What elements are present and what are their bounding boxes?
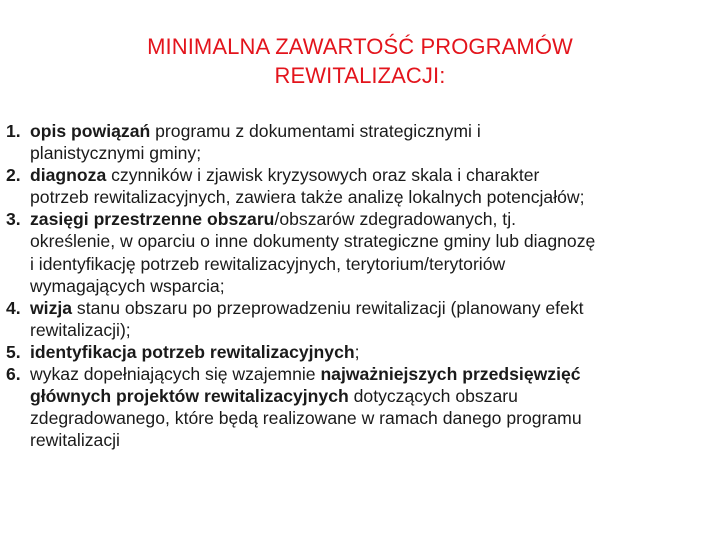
- bold-phrase: zasięgi przestrzenne obszaru: [30, 209, 275, 230]
- bold-phrase: opis powiązań: [30, 121, 151, 141]
- list-item-line: [30, 208, 720, 230]
- list-item-line: [30, 275, 720, 297]
- text-run: rewitalizacji: [30, 430, 120, 451]
- text-run: /obszarów zdegradowanych, tj.: [274, 209, 516, 230]
- list-item-line: [30, 297, 720, 319]
- bold-phrase: diagnoza: [30, 165, 107, 186]
- bold-phrase: najważniejszych przedsięwzięć: [320, 364, 581, 385]
- list-item-number: 6.: [6, 364, 21, 385]
- text-run: rewitalizacji);: [30, 319, 131, 340]
- list-item: [6, 120, 720, 164]
- list-item-line: [30, 319, 720, 341]
- list-item-line: [30, 186, 720, 208]
- requirements-list: [6, 120, 720, 451]
- text-run: programu z dokumentami strategicznymi i: [150, 121, 481, 141]
- list-item: [6, 164, 720, 208]
- text-run: stanu obszaru po przeprowadzeniu rewitalizacji (planowany efekt: [72, 297, 584, 318]
- list-item-line: [30, 429, 720, 451]
- list-item-line: [30, 142, 720, 164]
- bold-phrase: głównych projektów rewitalizacyjnych: [30, 386, 349, 407]
- text-run: określenie, w oparciu o inne dokumenty strategiczne gminy lub diagnozę: [30, 231, 596, 252]
- text-run: i identyfikację potrzeb rewitalizacyjnych, terytorium/terytoriów: [30, 253, 506, 274]
- list-item-number: 3.: [6, 209, 21, 230]
- list-item: [6, 363, 720, 451]
- text-run: zdegradowanego, które będą realizowane w ramach danego programu: [30, 408, 582, 429]
- list-item-line: [30, 253, 720, 275]
- bold-phrase: identyfikacja potrzeb rewitalizacyjnych: [30, 341, 355, 362]
- list-item-line: [30, 120, 720, 142]
- list-item-line: [30, 407, 720, 429]
- list-item-number: 5.: [6, 341, 21, 362]
- text-run: wymagających wsparcia;: [30, 275, 225, 296]
- text-run: planistycznymi gminy;: [30, 143, 202, 164]
- slide-title-line-2: REWITALIZACJI:: [274, 63, 446, 88]
- list-item: [6, 341, 720, 363]
- text-run: ;: [354, 341, 360, 362]
- list-item-line: [30, 385, 720, 407]
- text-run: potrzeb rewitalizacyjnych, zawiera także analizę lokalnych potencjałów;: [30, 187, 585, 208]
- list-item-line: [30, 164, 720, 186]
- text-run: wykaz dopełniających się wzajemnie: [30, 364, 321, 385]
- text-run: czynników i zjawisk kryzysowych oraz skala i charakter: [106, 165, 540, 186]
- list-item: [6, 297, 720, 341]
- list-item: [6, 208, 720, 296]
- bold-phrase: wizja: [30, 297, 73, 318]
- slide-title: [0, 32, 720, 90]
- list-item-number: 4.: [6, 297, 21, 318]
- text-run: dotyczących obszaru: [348, 386, 518, 407]
- list-item-number: 1.: [6, 121, 21, 141]
- list-item-line: [30, 363, 720, 385]
- slide-title-line-1: MINIMALNA ZAWARTOŚĆ PROGRAMÓW: [147, 34, 573, 59]
- list-item-line: [30, 230, 720, 252]
- list-item-line: [30, 341, 720, 363]
- list-item-number: 2.: [6, 165, 21, 186]
